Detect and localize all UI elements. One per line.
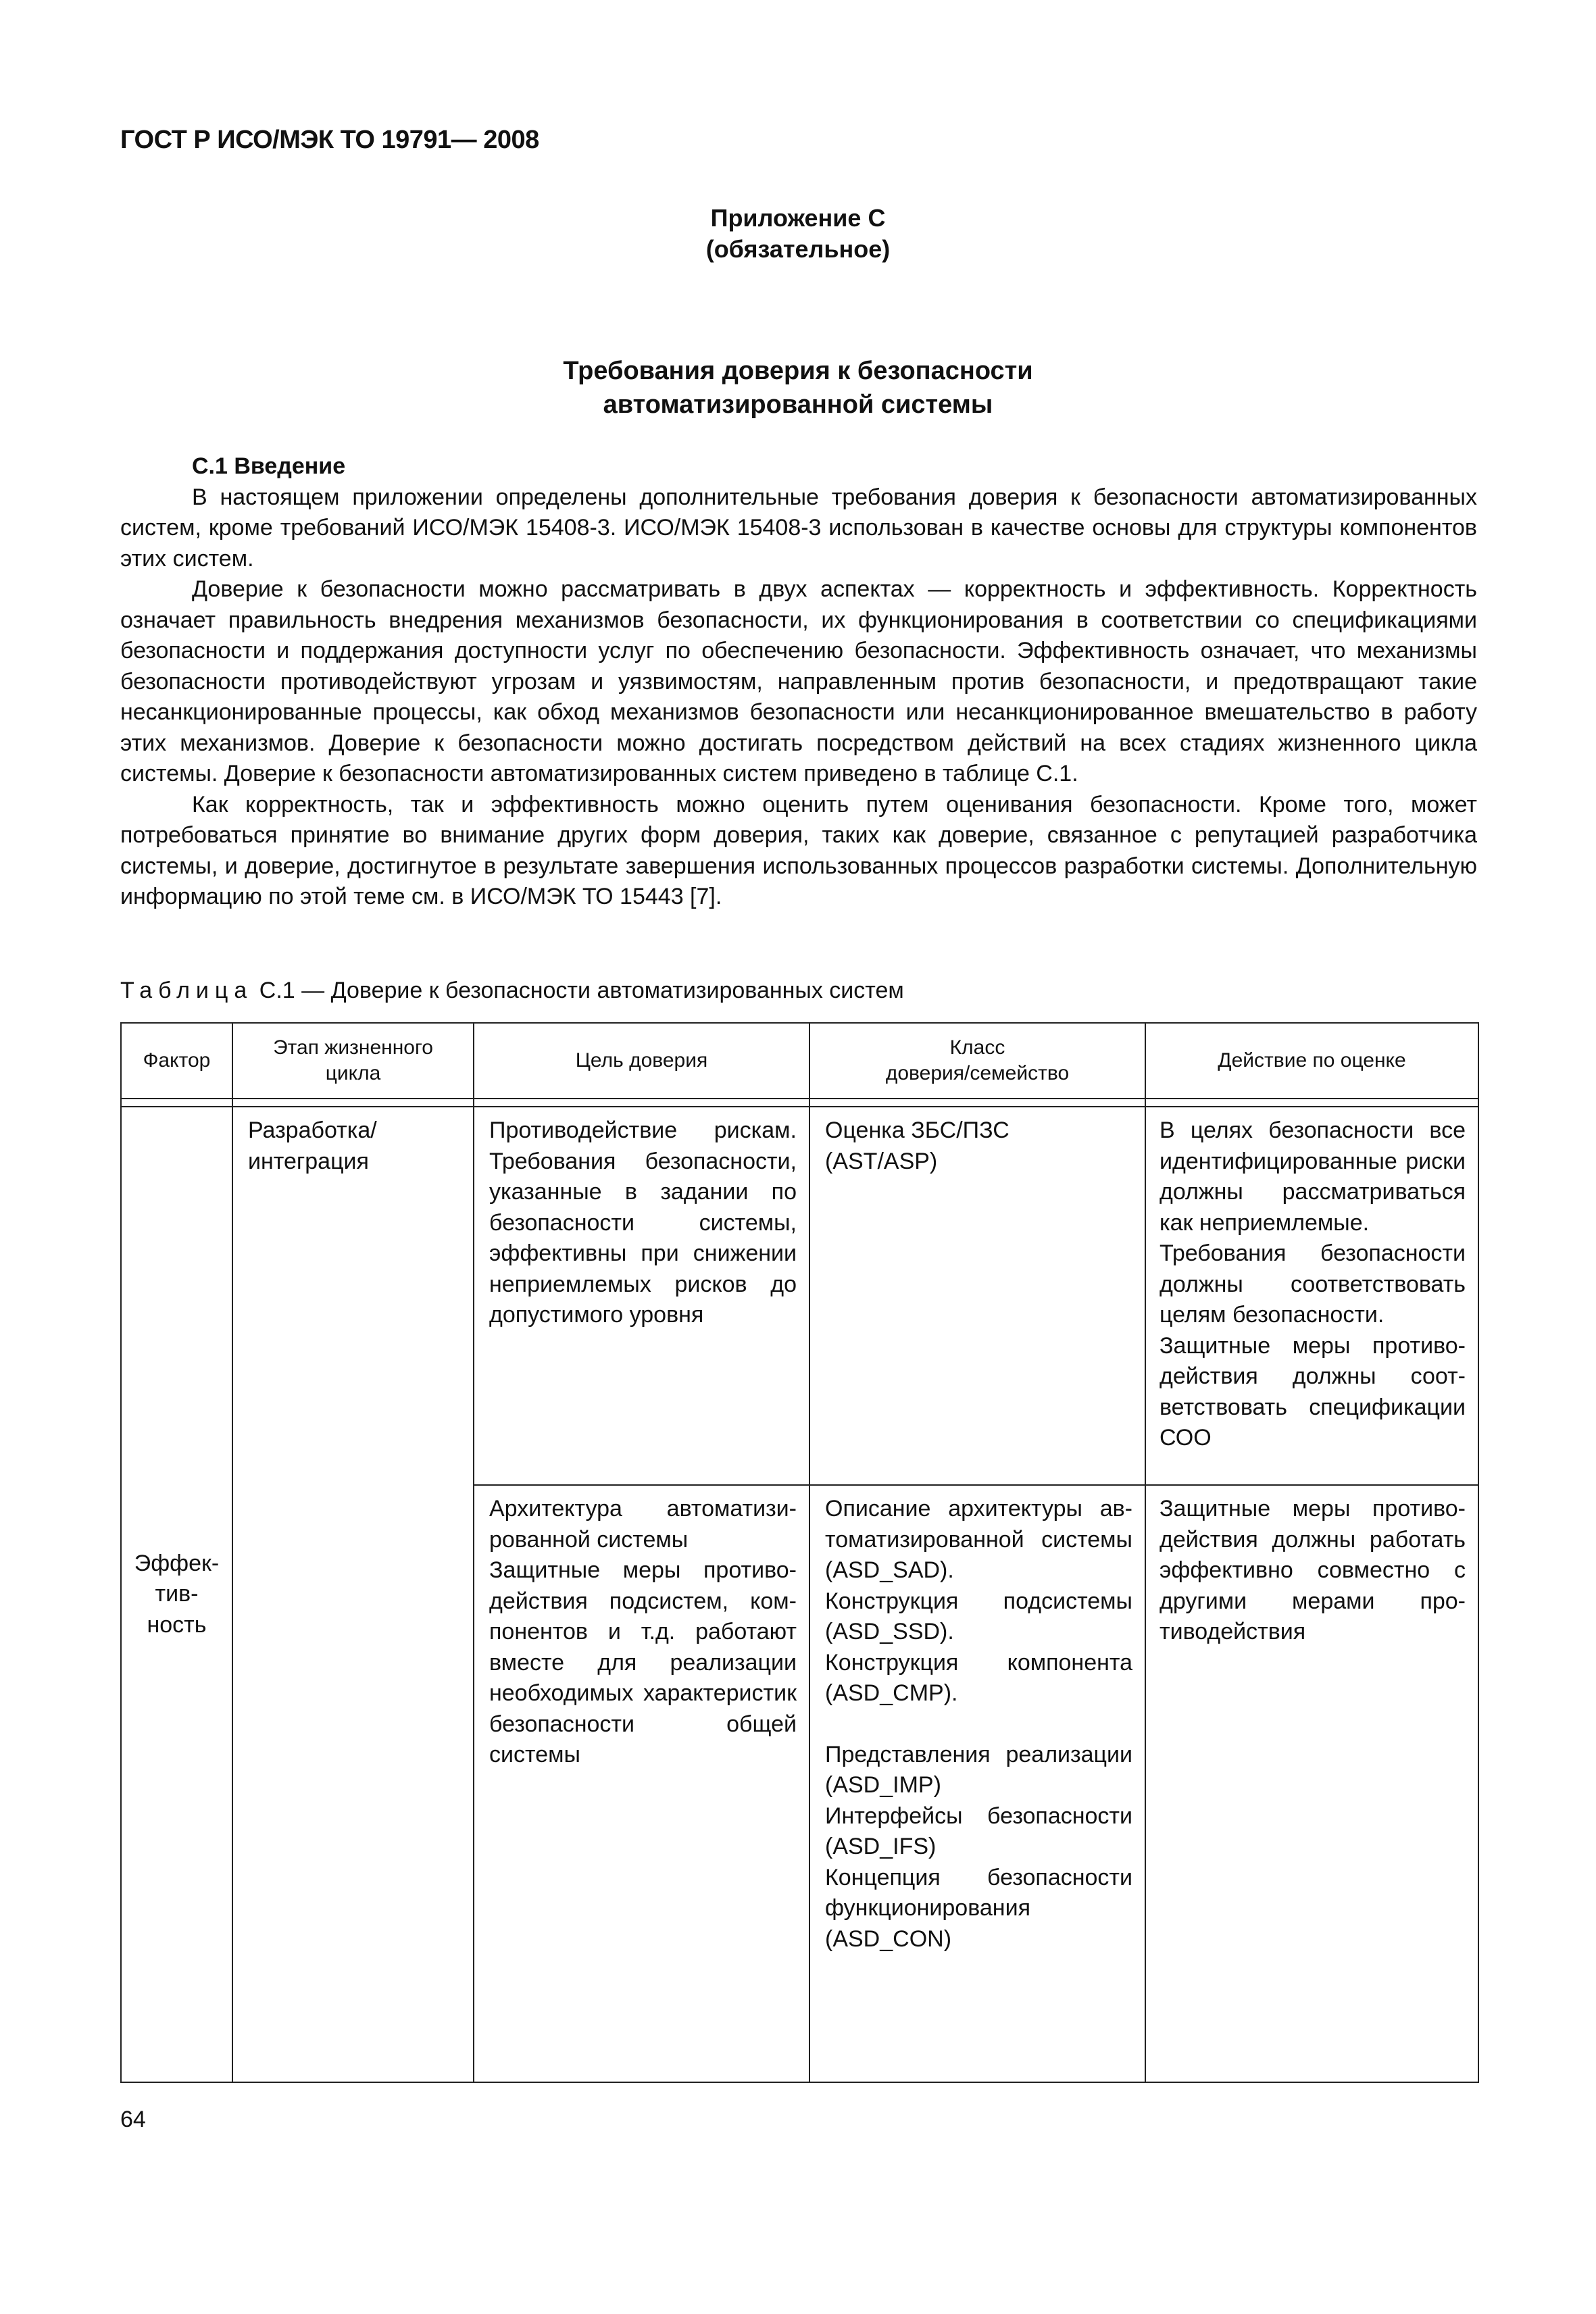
- action-cell: [1145, 1485, 1478, 2082]
- annex-label: Приложение С: [710, 204, 886, 232]
- annex-title-line-1: Требования доверия к безопасности: [563, 357, 1033, 385]
- action-line: В целях безопасности все идентифицированные риски должны рассматриваться как неприемлемые.: [1159, 1117, 1466, 1236]
- stage-line: интеграция: [248, 1148, 369, 1174]
- stage-cell: [232, 1107, 474, 2082]
- annex-title: [0, 354, 1596, 422]
- annex-heading: [0, 203, 1596, 265]
- table-header-row: [121, 1023, 1478, 1099]
- class-cell: [809, 1107, 1145, 1485]
- goal-cell: [474, 1485, 809, 2082]
- class-line: Конструкция компонента (ASD_CMP).: [825, 1649, 1132, 1706]
- header-class-line-2: доверия/семейство: [885, 1062, 1070, 1084]
- goal-line: Защитные меры противодействия подсистем, компонентов и т.д. работают вместе для реализации необходимых характеристик безопасности общей системы: [489, 1557, 797, 1767]
- class-line: (AST/ASP): [825, 1148, 938, 1174]
- action-text: Защитные меры противодействия должны работать эффективно совместно с другими мерами противодействия: [1159, 1496, 1466, 1644]
- factor-line: Эффек-: [134, 1550, 220, 1576]
- annex-title-line-2: автоматизированной системы: [603, 391, 993, 419]
- factor-cell: [121, 1107, 232, 2082]
- class-line: Интерфейсы безопасности (ASD_IFS): [825, 1803, 1132, 1859]
- stage-line: Разработка/: [248, 1117, 377, 1143]
- header-class: [809, 1023, 1145, 1099]
- class-line: Представления реализации (ASD_IMP): [825, 1741, 1132, 1798]
- class-gap: [825, 1709, 1132, 1740]
- header-factor: Фактор: [121, 1023, 232, 1099]
- header-goal: Цель доверия: [474, 1023, 809, 1099]
- header-stage-line-2: цикла: [325, 1062, 381, 1084]
- annex-status: (обязательное): [705, 235, 891, 263]
- class-line: Оценка ЗБС/ПЗС: [825, 1117, 1009, 1143]
- goal-line: Архитектура автоматизированной системы: [489, 1496, 797, 1553]
- section-heading: С.1 Введение: [192, 453, 346, 479]
- paragraph: Как корректность, так и эффективность можно оценить путем оценивания безопасности. Кроме того, может потребоваться принятие во внимание других форм доверия, таких как доверие, связанное с репутацией разработчика системы, и доверие, достигнутое в результате завершения использованных процессов разработки системы. Дополнительную информацию по этой теме см. в ИСО/МЭК ТО 15443 [7].: [120, 791, 1477, 909]
- action-line: Защитные меры противодействия должны соответствовать спецификации СОО: [1159, 1332, 1466, 1451]
- header-action: Действие по оценке: [1145, 1023, 1478, 1099]
- header-stage: [232, 1023, 474, 1099]
- class-cell: [809, 1485, 1145, 2082]
- header-class-line-1: Класс: [949, 1036, 1005, 1059]
- paragraph: Доверие к безопасности можно рассматривать в двух аспектах — корректность и эффективность. Корректность означает правильность внедрения механизмов безопасности, их функционирования в соответствии со спецификациями безопасности и поддержания доступности услуг по обеспечению безопасности. Эффективность означает, что механизмы безопасности противодействуют угрозам и уязвимостям, направленным против безопасности, и предотвращают такие несанкционированные процессы, как обход механизмов безопасности или несанкционированное вмешательство в работу этих механизмов. Доверие к безопасности можно достигать посредством действий на всех стадиях жизненного цикла системы. Доверие к безопасности автоматизированных систем приведено в таблице С.1.: [120, 576, 1477, 786]
- section-body: [120, 451, 1477, 913]
- assurance-table: [120, 1022, 1479, 2083]
- header-stage-line-1: Этап жизненного: [273, 1036, 433, 1059]
- class-line: Концепция безопасности функционирования (ASD_CON): [825, 1864, 1132, 1952]
- table-caption-text: С.1 — Доверие к безопасности автоматизированных систем: [259, 978, 904, 1003]
- table-caption: [120, 978, 904, 1004]
- table-row: [121, 1107, 1478, 1485]
- page-number: 64: [120, 2107, 146, 2132]
- class-line: Описание архитектуры автоматизированной системы (ASD_SAD).: [825, 1496, 1132, 1583]
- action-line: Требования безопасности должны соответствовать целям безопасности.: [1159, 1240, 1466, 1328]
- header-separator: [121, 1099, 1478, 1107]
- goal-text: Противодействие рискам. Требования безопасности, указанные в задании по безопасности системы, эффективны при снижении неприемлемых рисков до допустимого уровня: [489, 1117, 797, 1328]
- goal-cell: [474, 1107, 809, 1485]
- class-line: Конструкция подсистемы (ASD_SSD).: [825, 1588, 1132, 1644]
- table-caption-prefix: Таблица: [120, 978, 253, 1003]
- action-cell: [1145, 1107, 1478, 1485]
- document-header: ГОСТ Р ИСО/МЭК ТО 19791— 2008: [120, 126, 539, 154]
- factor-line: тив-: [155, 1581, 199, 1607]
- factor-line: ность: [147, 1611, 207, 1638]
- paragraph: В настоящем приложении определены дополнительные требования доверия к безопасности автоматизированных систем, кроме требований ИСО/МЭК 15408-3. ИСО/МЭК 15408-3 использован в качестве основы для структуры компонентов этих систем.: [120, 484, 1477, 572]
